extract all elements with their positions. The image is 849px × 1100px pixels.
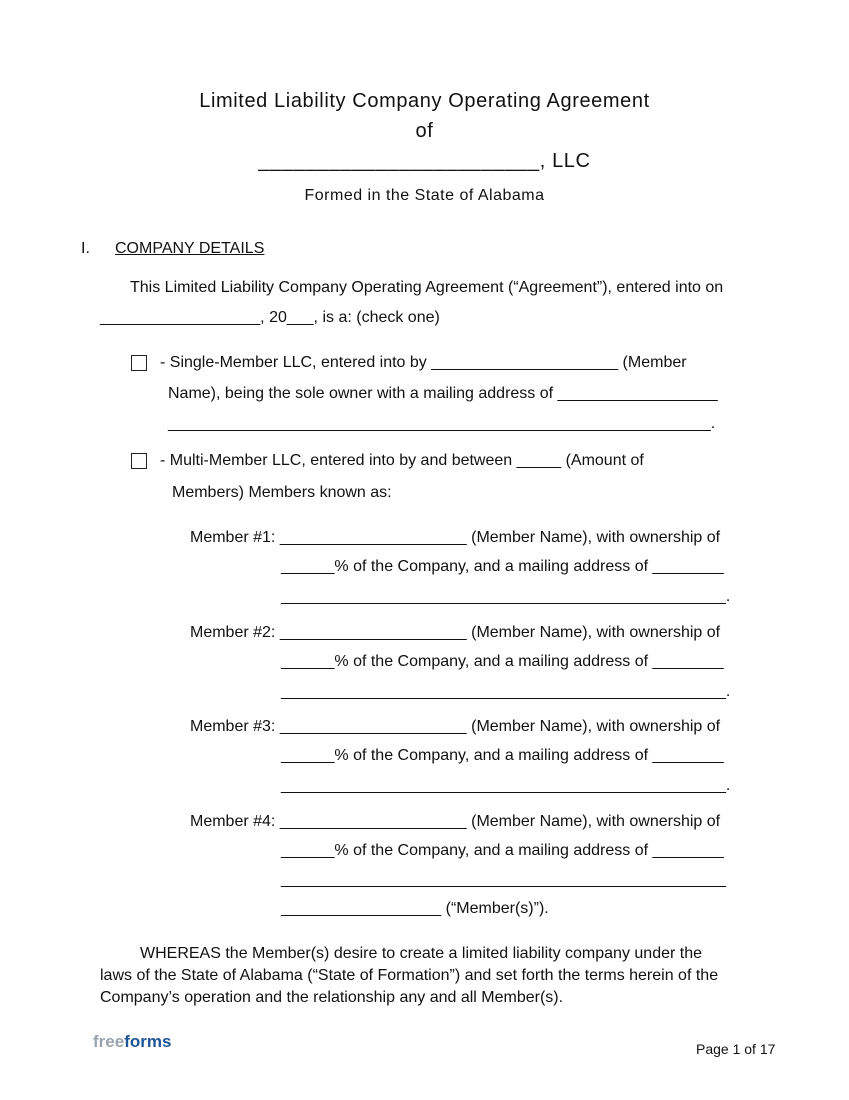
member-2-line: ______% of the Company, and a mailing address of ________ [281,653,724,670]
member-3-line: ______% of the Company, and a mailing address of ________ [281,747,724,764]
document-title: Limited Liability Company Operating Agreement [199,90,650,112]
whereas-paragraph-line: laws of the State of Alabama (“State of Formation”) and set forth the terms herein of the [100,967,719,984]
section-heading: COMPANY DETAILS [115,240,265,257]
logo-forms-text: forms [124,1032,172,1051]
member-4-line: Member #4: _____________________ (Member Name), with ownership of [190,813,721,830]
freeforms-logo [93,1032,171,1052]
member-3-line: __________________________________________________. [281,777,731,794]
member-2-line: __________________________________________________. [281,683,731,700]
formation-state-subtitle: Formed in the State of Alabama [304,187,545,204]
single-member-text: - Single-Member LLC, entered into by _____________________ (Member [160,354,687,371]
single-member-checkbox[interactable] [131,355,147,371]
multi-member-text: - Multi-Member LLC, entered into by and between _____ (Amount of [160,452,644,469]
intro-text-line: This Limited Liability Company Operating Agreement (“Agreement”), entered into on [130,279,724,296]
member-2-line: Member #2: _____________________ (Member Name), with ownership of [190,624,721,641]
member-1-line: ______% of the Company, and a mailing address of ________ [281,558,724,575]
member-1-line: Member #1: _____________________ (Member Name), with ownership of [190,529,721,546]
intro-text-line: __________________, 20___, is a: (check one) [100,309,440,326]
member-4-line: __________________ (“Member(s)”). [281,900,549,917]
multi-member-checkbox[interactable] [131,453,147,469]
member-1-line: __________________________________________________. [281,588,731,605]
member-3-line: Member #3: _____________________ (Member Name), with ownership of [190,718,721,735]
logo-free-text: free [93,1032,125,1051]
member-4-line: ______% of the Company, and a mailing address of ________ [281,842,724,859]
single-member-text: Name), being the sole owner with a mailing address of __________________ [168,385,718,402]
single-member-text: _____________________________________________________________. [168,415,716,432]
section-number: I. [81,240,90,257]
whereas-paragraph-line: Company’s operation and the relationship any and all Member(s). [100,989,564,1006]
llc-name-blank: ________________________, LLC [258,150,591,172]
document-title-of: of [415,120,434,142]
multi-member-text: Members) Members known as: [172,484,392,501]
member-4-line: __________________________________________________ [281,871,726,888]
whereas-paragraph-line: WHEREAS the Member(s) desire to create a limited liability company under the [140,945,702,962]
page-number: Page 1 of 17 [696,1041,776,1057]
